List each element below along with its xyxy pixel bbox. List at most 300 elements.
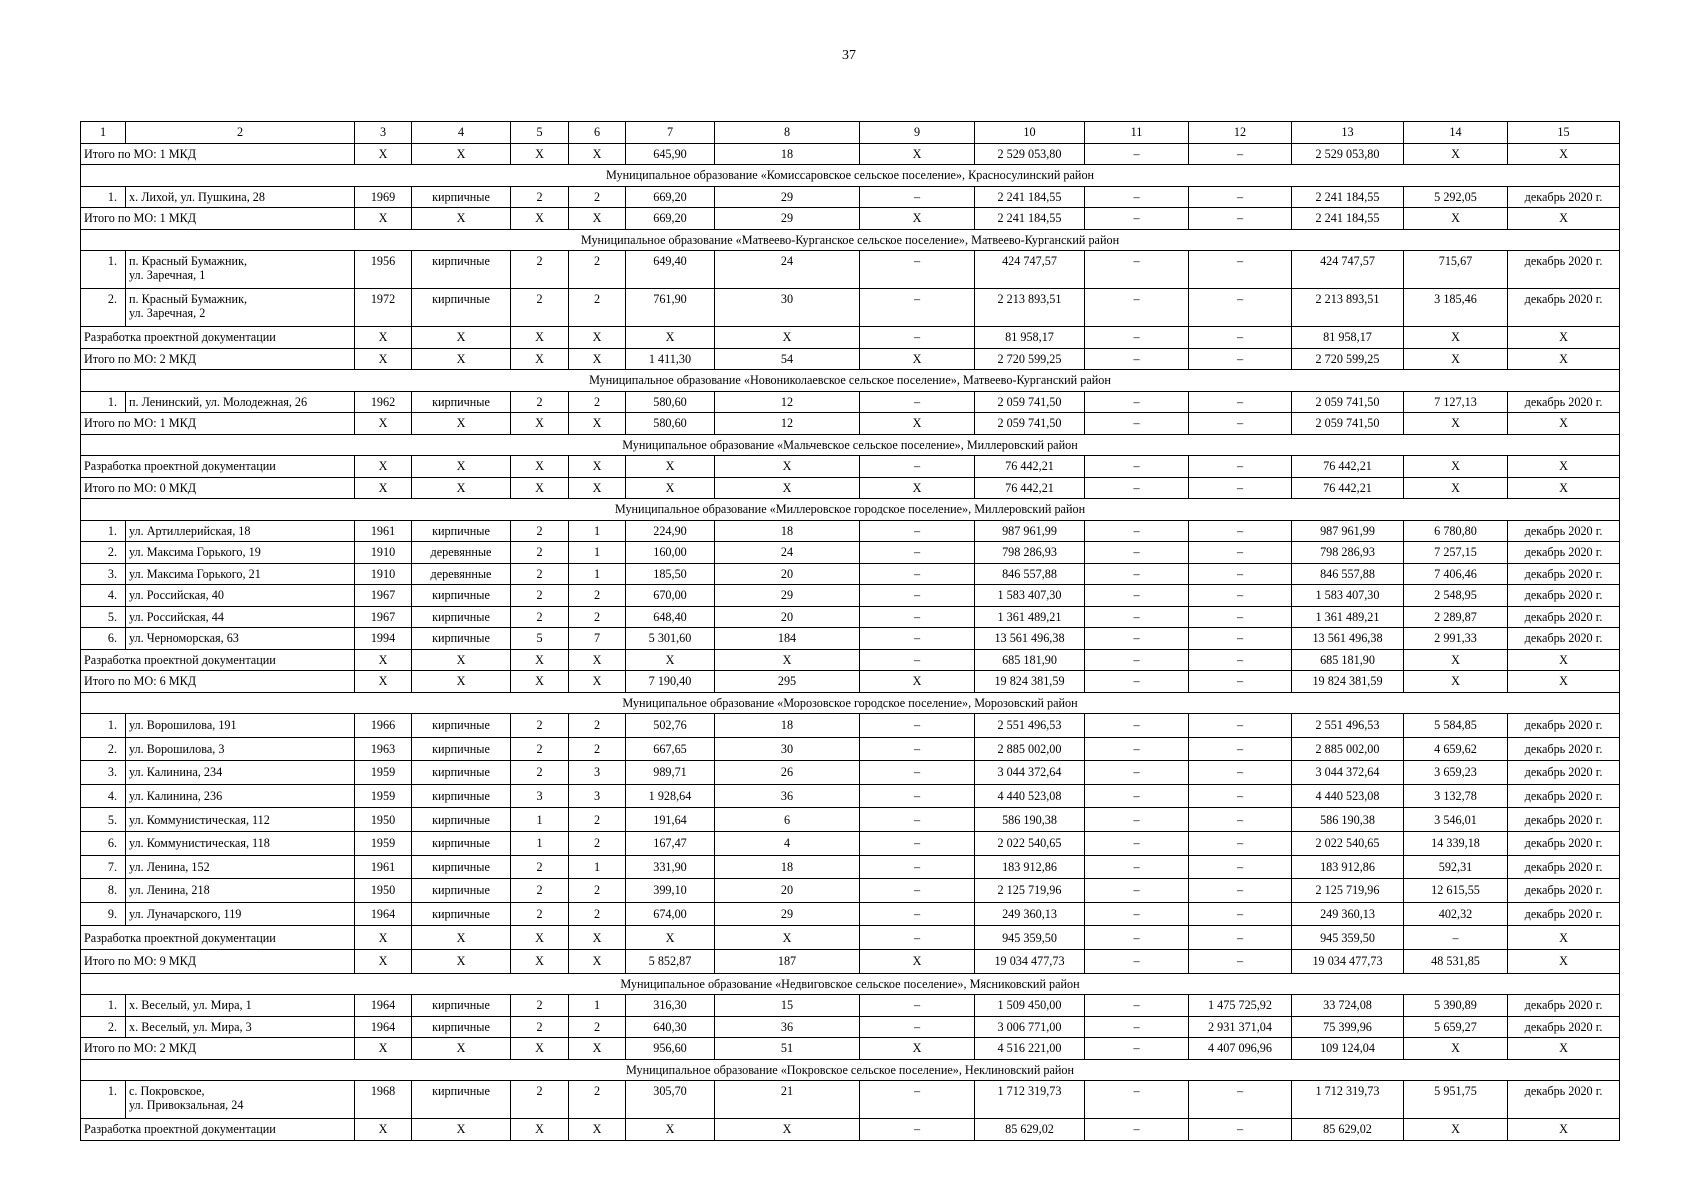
table-cell: 36 xyxy=(715,784,860,808)
table-cell: – xyxy=(1085,902,1189,926)
table-cell: 2 059 741,50 xyxy=(975,391,1085,413)
row-number: 4. xyxy=(81,784,126,808)
table-cell: X xyxy=(860,143,975,165)
table-cell: 1 xyxy=(569,542,626,564)
table-cell: X xyxy=(511,413,569,435)
building-row xyxy=(81,902,1620,926)
table-cell: X xyxy=(1404,348,1508,370)
table-cell: декабрь 2020 г. xyxy=(1508,737,1620,761)
column-number-cell: 8 xyxy=(715,122,860,144)
table-cell: 191,64 xyxy=(626,808,715,832)
table-cell: X xyxy=(860,477,975,499)
row-number: 9. xyxy=(81,902,126,926)
table-cell: 85 629,02 xyxy=(975,1119,1085,1141)
table-cell: – xyxy=(1085,143,1189,165)
table-cell: 1 xyxy=(569,995,626,1017)
table-cell: – xyxy=(1189,831,1292,855)
building-row xyxy=(81,391,1620,413)
table-cell: 7 xyxy=(569,628,626,650)
table-cell: 2 xyxy=(569,902,626,926)
table-cell: 3 xyxy=(569,784,626,808)
table-cell: – xyxy=(860,737,975,761)
table-cell: – xyxy=(1085,520,1189,542)
column-number-cell: 12 xyxy=(1189,122,1292,144)
table-cell: X xyxy=(355,649,412,671)
housing-repair-table xyxy=(80,121,1620,1141)
address-cell xyxy=(126,995,355,1017)
table-cell: 2 xyxy=(511,289,569,327)
table-cell: X xyxy=(860,348,975,370)
table-cell: X xyxy=(412,327,511,349)
column-number-row xyxy=(81,122,1620,144)
table-cell: 1969 xyxy=(355,186,412,208)
row-number: 5. xyxy=(81,808,126,832)
table-cell: X xyxy=(511,327,569,349)
table-cell: – xyxy=(860,879,975,903)
address-cell xyxy=(126,902,355,926)
table-cell: 1 475 725,92 xyxy=(1189,995,1292,1017)
table-cell: 592,31 xyxy=(1404,855,1508,879)
address-cell xyxy=(126,737,355,761)
table-cell: 4 516 221,00 xyxy=(975,1038,1085,1060)
table-cell: 1910 xyxy=(355,563,412,585)
summary-label: Итого по МО: 2 МКД xyxy=(81,1038,355,1060)
table-cell: – xyxy=(860,995,975,1017)
table-cell: 24 xyxy=(715,542,860,564)
table-cell: 54 xyxy=(715,348,860,370)
table-cell: 20 xyxy=(715,606,860,628)
section-row xyxy=(81,229,1620,251)
table-cell: 2 xyxy=(511,855,569,879)
table-cell: 1964 xyxy=(355,995,412,1017)
row-number: 2. xyxy=(81,289,126,327)
summary-label: Итого по МО: 1 МКД xyxy=(81,208,355,230)
table-cell: кирпичные xyxy=(412,391,511,413)
table-cell: – xyxy=(860,391,975,413)
table-cell: 1994 xyxy=(355,628,412,650)
table-cell: X xyxy=(1508,926,1620,950)
table-cell: 183 912,86 xyxy=(1292,855,1404,879)
table-cell: X xyxy=(569,143,626,165)
table-cell: 1959 xyxy=(355,784,412,808)
table-cell: 2 xyxy=(511,251,569,289)
table-cell: декабрь 2020 г. xyxy=(1508,995,1620,1017)
row-number: 2. xyxy=(81,542,126,564)
table-cell: 1910 xyxy=(355,542,412,564)
table-cell: – xyxy=(1085,1016,1189,1038)
table-cell: – xyxy=(1085,413,1189,435)
table-cell: 2 289,87 xyxy=(1404,606,1508,628)
table-cell: 249 360,13 xyxy=(975,902,1085,926)
table-cell: кирпичные xyxy=(412,628,511,650)
address-cell xyxy=(126,784,355,808)
table-cell: – xyxy=(1085,1119,1189,1141)
table-cell: 987 961,99 xyxy=(1292,520,1404,542)
section-row xyxy=(81,434,1620,456)
table-cell: – xyxy=(860,831,975,855)
building-row xyxy=(81,1016,1620,1038)
table-cell: 20 xyxy=(715,563,860,585)
table-cell: 1950 xyxy=(355,808,412,832)
table-cell: 20 xyxy=(715,879,860,903)
table-cell: – xyxy=(1189,1081,1292,1119)
table-cell: X xyxy=(355,1119,412,1141)
building-row xyxy=(81,251,1620,289)
table-cell: – xyxy=(860,1081,975,1119)
table-cell: 4 xyxy=(715,831,860,855)
table-cell: 1959 xyxy=(355,831,412,855)
table-cell: деревянные xyxy=(412,563,511,585)
table-cell: 2 xyxy=(511,391,569,413)
table-cell: 2 213 893,51 xyxy=(1292,289,1404,327)
row-number: 1. xyxy=(81,714,126,738)
address-cell xyxy=(126,879,355,903)
table-cell: X xyxy=(569,1119,626,1141)
table-cell: 761,90 xyxy=(626,289,715,327)
table-cell: 956,60 xyxy=(626,1038,715,1060)
table-cell: 7 190,40 xyxy=(626,671,715,693)
table-cell: 2 529 053,80 xyxy=(975,143,1085,165)
table-cell: 29 xyxy=(715,208,860,230)
table-cell: 12 xyxy=(715,413,860,435)
table-cell: декабрь 2020 г. xyxy=(1508,808,1620,832)
table-cell: X xyxy=(569,477,626,499)
table-cell: декабрь 2020 г. xyxy=(1508,879,1620,903)
table-cell: – xyxy=(1189,563,1292,585)
table-cell: – xyxy=(1085,879,1189,903)
table-cell: 6 780,80 xyxy=(1404,520,1508,542)
table-cell: X xyxy=(355,348,412,370)
table-cell: 224,90 xyxy=(626,520,715,542)
table-cell: – xyxy=(860,1016,975,1038)
table-cell: – xyxy=(860,563,975,585)
address-line: ул. Ленина, 218 xyxy=(129,883,210,898)
table-cell: 2 991,33 xyxy=(1404,628,1508,650)
table-cell: – xyxy=(1189,477,1292,499)
table-cell: X xyxy=(1508,348,1620,370)
summary-label: Итого по МО: 1 МКД xyxy=(81,413,355,435)
table-cell: 987 961,99 xyxy=(975,520,1085,542)
table-cell: – xyxy=(1189,902,1292,926)
table-cell: X xyxy=(860,1038,975,1060)
row-number: 2. xyxy=(81,1016,126,1038)
summary-row xyxy=(81,208,1620,230)
table-cell: – xyxy=(1085,585,1189,607)
table-cell: – xyxy=(1189,628,1292,650)
table-cell: X xyxy=(626,649,715,671)
address-cell xyxy=(126,251,355,289)
table-cell: – xyxy=(1085,926,1189,950)
table-cell: 1 xyxy=(569,563,626,585)
table-cell: 424 747,57 xyxy=(1292,251,1404,289)
table-cell: – xyxy=(860,542,975,564)
table-cell: X xyxy=(355,456,412,478)
table-cell: X xyxy=(355,327,412,349)
address-line: п. Ленинский, ул. Молодежная, 26 xyxy=(129,394,308,409)
table-cell: кирпичные xyxy=(412,520,511,542)
table-cell: – xyxy=(860,649,975,671)
address-cell xyxy=(126,1016,355,1038)
address-line: х. Веселый, ул. Мира, 3 xyxy=(129,1019,252,1034)
table-cell: 2 551 496,53 xyxy=(975,714,1085,738)
table-cell: X xyxy=(1404,413,1508,435)
table-cell: 2 xyxy=(569,737,626,761)
table-cell: декабрь 2020 г. xyxy=(1508,714,1620,738)
row-number: 8. xyxy=(81,879,126,903)
table-cell: 18 xyxy=(715,520,860,542)
table-cell: 75 399,96 xyxy=(1292,1016,1404,1038)
table-cell: 645,90 xyxy=(626,143,715,165)
table-cell: – xyxy=(860,251,975,289)
table-cell: кирпичные xyxy=(412,714,511,738)
table-cell: – xyxy=(1189,348,1292,370)
address-cell xyxy=(126,542,355,564)
table-cell: декабрь 2020 г. xyxy=(1508,251,1620,289)
table-cell: X xyxy=(715,1119,860,1141)
column-number-cell: 5 xyxy=(511,122,569,144)
table-cell: кирпичные xyxy=(412,761,511,785)
table-cell: 2 885 002,00 xyxy=(975,737,1085,761)
table-cell: 48 531,85 xyxy=(1404,949,1508,973)
table-cell: 26 xyxy=(715,761,860,785)
table-cell: 29 xyxy=(715,585,860,607)
table-cell: – xyxy=(1085,808,1189,832)
table-cell: 989,71 xyxy=(626,761,715,785)
table-cell: X xyxy=(1508,143,1620,165)
table-cell: – xyxy=(860,855,975,879)
table-cell: X xyxy=(511,671,569,693)
address-line: х. Лихой, ул. Пушкина, 28 xyxy=(129,189,265,204)
address-cell xyxy=(126,855,355,879)
table-cell: – xyxy=(1189,413,1292,435)
address-cell xyxy=(126,289,355,327)
table-cell: 19 824 381,59 xyxy=(975,671,1085,693)
table-cell: 3 044 372,64 xyxy=(975,761,1085,785)
table-cell: X xyxy=(511,949,569,973)
address-line: ул. Черноморская, 63 xyxy=(129,631,239,646)
table-cell: X xyxy=(1508,1038,1620,1060)
table-cell: 3 132,78 xyxy=(1404,784,1508,808)
table-cell: 30 xyxy=(715,289,860,327)
table-cell: X xyxy=(1508,649,1620,671)
section-row xyxy=(81,692,1620,714)
summary-row xyxy=(81,143,1620,165)
building-row xyxy=(81,520,1620,542)
table-cell: 15 xyxy=(715,995,860,1017)
column-number-cell: 3 xyxy=(355,122,412,144)
table-cell: – xyxy=(1085,671,1189,693)
address-line: ул. Коммунистическая, 112 xyxy=(129,812,270,827)
table-cell: – xyxy=(860,628,975,650)
table-cell: X xyxy=(511,1119,569,1141)
table-cell: 674,00 xyxy=(626,902,715,926)
building-row xyxy=(81,585,1620,607)
summary-row xyxy=(81,671,1620,693)
table-cell: 29 xyxy=(715,186,860,208)
table-cell: 2 xyxy=(511,995,569,1017)
summary-label: Разработка проектной документации xyxy=(81,456,355,478)
table-cell: 2 551 496,53 xyxy=(1292,714,1404,738)
table-cell: 2 241 184,55 xyxy=(975,208,1085,230)
table-cell: 1 583 407,30 xyxy=(975,585,1085,607)
table-cell: – xyxy=(1189,143,1292,165)
table-cell: 2 xyxy=(569,1016,626,1038)
table-cell: X xyxy=(355,926,412,950)
table-cell: 2 720 599,25 xyxy=(975,348,1085,370)
table-cell: 13 561 496,38 xyxy=(975,628,1085,650)
table-cell: – xyxy=(1085,628,1189,650)
table-cell: 3 546,01 xyxy=(1404,808,1508,832)
section-row xyxy=(81,370,1620,392)
table-cell: 2 529 053,80 xyxy=(1292,143,1404,165)
table-cell: – xyxy=(1404,926,1508,950)
table-cell: 81 958,17 xyxy=(1292,327,1404,349)
table-cell: – xyxy=(1189,671,1292,693)
table-cell: 29 xyxy=(715,902,860,926)
table-cell: 2 xyxy=(569,831,626,855)
table-cell: – xyxy=(1189,926,1292,950)
table-cell: – xyxy=(1189,208,1292,230)
table-cell: декабрь 2020 г. xyxy=(1508,831,1620,855)
table-cell: X xyxy=(511,208,569,230)
table-cell: 3 006 771,00 xyxy=(975,1016,1085,1038)
table-cell: X xyxy=(860,949,975,973)
table-cell: 1 583 407,30 xyxy=(1292,585,1404,607)
table-cell: 36 xyxy=(715,1016,860,1038)
table-cell: – xyxy=(1085,831,1189,855)
table-cell: кирпичные xyxy=(412,1081,511,1119)
table-cell: 14 339,18 xyxy=(1404,831,1508,855)
table-cell: 331,90 xyxy=(626,855,715,879)
address-cell xyxy=(126,585,355,607)
table-cell: X xyxy=(412,477,511,499)
table-cell: – xyxy=(1085,327,1189,349)
building-row xyxy=(81,542,1620,564)
section-title: Муниципальное образование «Морозовское городское поселение», Морозовский район xyxy=(81,692,1620,714)
table-cell: 1972 xyxy=(355,289,412,327)
table-cell: 669,20 xyxy=(626,208,715,230)
table-cell: кирпичные xyxy=(412,606,511,628)
summary-label: Итого по МО: 0 МКД xyxy=(81,477,355,499)
table-cell: 2 xyxy=(511,606,569,628)
table-cell: 5 584,85 xyxy=(1404,714,1508,738)
table-cell: – xyxy=(1085,289,1189,327)
table-cell: X xyxy=(1508,1119,1620,1141)
summary-label: Итого по МО: 9 МКД xyxy=(81,949,355,973)
table-cell: X xyxy=(626,456,715,478)
table-cell: X xyxy=(715,456,860,478)
table-cell: 249 360,13 xyxy=(1292,902,1404,926)
table-cell: X xyxy=(511,649,569,671)
table-cell: 3 185,46 xyxy=(1404,289,1508,327)
address-cell xyxy=(126,391,355,413)
table-cell: 2 xyxy=(511,1016,569,1038)
table-cell: – xyxy=(1085,1038,1189,1060)
table-cell: 1950 xyxy=(355,879,412,903)
table-cell: 160,00 xyxy=(626,542,715,564)
building-row xyxy=(81,808,1620,832)
table-cell: 3 xyxy=(511,784,569,808)
table-cell: 1966 xyxy=(355,714,412,738)
summary-label: Разработка проектной документации xyxy=(81,327,355,349)
table-cell: 798 286,93 xyxy=(975,542,1085,564)
address-cell xyxy=(126,808,355,832)
address-cell xyxy=(126,628,355,650)
row-number: 6. xyxy=(81,831,126,855)
table-cell: X xyxy=(511,1038,569,1060)
table-cell: 424 747,57 xyxy=(975,251,1085,289)
building-row xyxy=(81,186,1620,208)
table-cell: 2 xyxy=(569,391,626,413)
table-cell: 1961 xyxy=(355,520,412,542)
row-number: 2. xyxy=(81,737,126,761)
table-cell: 2 xyxy=(511,520,569,542)
table-cell: декабрь 2020 г. xyxy=(1508,1081,1620,1119)
table-cell: 1964 xyxy=(355,1016,412,1038)
table-cell: 4 407 096,96 xyxy=(1189,1038,1292,1060)
table-cell: декабрь 2020 г. xyxy=(1508,855,1620,879)
table-cell: X xyxy=(569,649,626,671)
address-line: ул. Ворошилова, 191 xyxy=(129,718,237,733)
table-cell: X xyxy=(1404,208,1508,230)
table-cell: декабрь 2020 г. xyxy=(1508,761,1620,785)
table-cell: декабрь 2020 г. xyxy=(1508,1016,1620,1038)
table-cell: – xyxy=(1189,784,1292,808)
table-cell: 24 xyxy=(715,251,860,289)
table-cell: 305,70 xyxy=(626,1081,715,1119)
address-line: х. Веселый, ул. Мира, 1 xyxy=(129,998,252,1013)
table-cell: 5 292,05 xyxy=(1404,186,1508,208)
row-number: 5. xyxy=(81,606,126,628)
table-cell: 4 659,62 xyxy=(1404,737,1508,761)
table-cell: 2 241 184,55 xyxy=(975,186,1085,208)
table-cell: – xyxy=(1189,737,1292,761)
table-cell: 7 127,13 xyxy=(1404,391,1508,413)
table-cell: X xyxy=(355,143,412,165)
table-cell: X xyxy=(1404,671,1508,693)
table-cell: – xyxy=(1085,995,1189,1017)
table-cell: – xyxy=(1189,251,1292,289)
table-cell: X xyxy=(355,208,412,230)
table-cell: 1964 xyxy=(355,902,412,926)
table-cell: 12 xyxy=(715,391,860,413)
table-cell: X xyxy=(412,348,511,370)
building-row xyxy=(81,995,1620,1017)
table-cell: 649,40 xyxy=(626,251,715,289)
table-cell: – xyxy=(1085,1081,1189,1119)
table-cell: X xyxy=(569,671,626,693)
table-cell: 2 059 741,50 xyxy=(975,413,1085,435)
table-cell: – xyxy=(860,808,975,832)
table-cell: 2 xyxy=(511,902,569,926)
address-line: ул. Максима Горького, 21 xyxy=(129,566,261,581)
table-cell: – xyxy=(860,761,975,785)
row-number: 6. xyxy=(81,628,126,650)
table-cell: X xyxy=(860,413,975,435)
table-cell: 81 958,17 xyxy=(975,327,1085,349)
table-cell: декабрь 2020 г. xyxy=(1508,784,1620,808)
table-cell: 2 059 741,50 xyxy=(1292,391,1404,413)
table-cell: 76 442,21 xyxy=(1292,456,1404,478)
column-number-cell: 7 xyxy=(626,122,715,144)
table-cell: – xyxy=(860,456,975,478)
table-cell: 846 557,88 xyxy=(1292,563,1404,585)
row-number: 1. xyxy=(81,186,126,208)
table-cell: – xyxy=(1085,714,1189,738)
table-cell: – xyxy=(860,520,975,542)
table-cell: X xyxy=(715,926,860,950)
table-cell: кирпичные xyxy=(412,808,511,832)
